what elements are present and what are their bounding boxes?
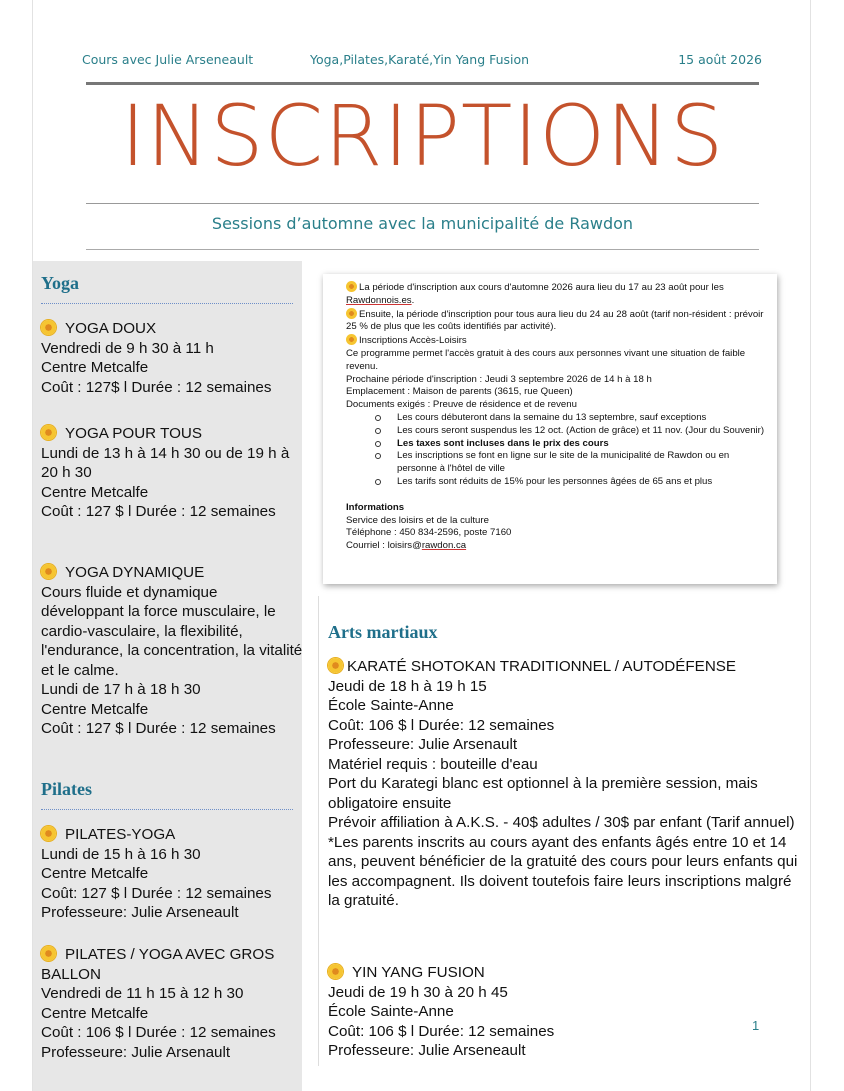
course-pilates-ballon bbox=[41, 945, 303, 1062]
course-line: Vendredi de 9 h 30 à 11 h bbox=[41, 339, 214, 357]
course-line: Professeure: Julie Arseneault bbox=[328, 1042, 526, 1059]
top-rule bbox=[86, 82, 759, 85]
list-item: Les tarifs sont réduits de 15% pour les personnes âgées de 65 ans et plus bbox=[397, 476, 771, 489]
info-paragraph: Emplacement : Maison de parents (3615, rue Queen) bbox=[346, 386, 573, 398]
course-line: Lundi de 17 h à 18 h 30 bbox=[41, 681, 201, 698]
course-title: YIN YANG FUSION bbox=[352, 964, 485, 981]
course-title: KARATÉ SHOTOKAN TRADITIONNEL / AUTODÉFENSE bbox=[347, 658, 737, 675]
course-line: Coût: 106 $ l Durée: 12 semaines bbox=[328, 716, 555, 734]
course-line: Lundi de 15 h à 16 h 30 bbox=[41, 845, 201, 863]
course-line: Professeure: Julie Arseneault bbox=[41, 904, 239, 921]
info-text: Courriel : loisirs@ bbox=[346, 540, 422, 552]
flower-icon bbox=[41, 425, 56, 440]
pilates-heading: Pilates bbox=[41, 779, 92, 799]
info-line: Téléphone : 450 834-2596, poste 7160 bbox=[346, 527, 512, 539]
course-line: Centre Metcalfe bbox=[41, 700, 149, 718]
course-line: Centre Metcalfe bbox=[41, 359, 149, 376]
page-edge bbox=[810, 0, 811, 1091]
course-line: École Sainte-Anne bbox=[328, 1003, 454, 1020]
info-paragraph bbox=[346, 308, 771, 335]
flower-icon bbox=[346, 334, 357, 345]
running-header bbox=[82, 52, 762, 70]
info-list bbox=[346, 412, 771, 489]
course-line: Centre Metcalfe bbox=[41, 1004, 149, 1022]
course-line: Prévoir affiliation à A.K.S. - 40$ adultes / 30$ par enfant (Tarif annuel) bbox=[328, 814, 795, 831]
info-line bbox=[346, 540, 771, 553]
title-rule bbox=[86, 203, 759, 204]
info-line: Service des loisirs et de la culture bbox=[346, 514, 489, 526]
list-item: Les cours débuteront dans la semaine du 13 septembre, sauf exceptions bbox=[397, 412, 771, 425]
martial-arts-heading: Arts martiaux bbox=[328, 622, 438, 642]
list-item: Les cours seront suspendus les 12 oct. (Action de grâce) et 11 nov. (Jour du Souvenir) bbox=[397, 425, 771, 438]
course-title: PILATES-YOGA bbox=[65, 826, 176, 843]
course-yoga-dynamique bbox=[41, 563, 303, 739]
info-text: Ensuite, la période d'inscription pour tous aura lieu du 24 au 28 août (tarif non-résident : prévoir 25 % de plus que les coûts identifiés par activité). bbox=[346, 308, 764, 333]
page-number: 1 bbox=[752, 1018, 760, 1033]
page-subtitle: Sessions d’automne avec la municipalité de Rawdon bbox=[211, 214, 634, 233]
course-line: Coût: 127 $ l Durée : 12 semaines bbox=[41, 884, 272, 902]
course-line: Professeure: Julie Arsenault bbox=[328, 736, 518, 753]
flower-icon bbox=[41, 564, 56, 579]
course-line: Matériel requis : bouteille d'eau bbox=[328, 755, 538, 773]
info-paragraph: Prochaine période d'inscription : Jeudi 3 septembre 2026 de 14 h à 18 h bbox=[346, 373, 652, 385]
list-item: Les taxes sont incluses dans le prix des cours bbox=[397, 438, 771, 451]
course-line: Port du Karategi blanc est optionnel à la première session, mais obligatoire ensuite bbox=[328, 775, 758, 812]
course-line: Vendredi de 11 h 15 à 12 h 30 bbox=[41, 985, 244, 1002]
flower-icon bbox=[346, 308, 357, 319]
course-title: YOGA DOUX bbox=[65, 320, 157, 337]
course-line: Coût: 106 $ l Durée: 12 semaines bbox=[328, 1022, 555, 1040]
flower-icon bbox=[41, 826, 56, 841]
header-disciplines: Yoga,Pilates,Karaté,Yin Yang Fusion bbox=[310, 52, 530, 67]
course-line: Jeudi de 19 h 30 à 20 h 45 bbox=[328, 983, 508, 1001]
info-paragraph bbox=[346, 334, 771, 348]
info-paragraph: Ce programme permet l'accès gratuit à des cours aux personnes vivant une situation de faible revenu. bbox=[346, 347, 746, 372]
course-line: Coût : 127 $ l Durée : 12 semaines bbox=[41, 720, 276, 737]
header-instructor: Cours avec Julie Arseneault bbox=[82, 52, 254, 67]
info-heading: Informations bbox=[346, 501, 405, 513]
subtitle-rule bbox=[86, 249, 759, 250]
dotted-divider bbox=[41, 809, 293, 810]
sidebar bbox=[33, 261, 302, 1091]
course-line: École Sainte-Anne bbox=[328, 697, 454, 714]
flower-icon bbox=[328, 964, 343, 979]
course-title: PILATES / YOGA AVEC GROS BALLON bbox=[41, 946, 275, 983]
flower-icon bbox=[41, 946, 56, 961]
list-item: Les inscriptions se font en ligne sur le site de la municipalité de Rawdon ou en personne à l'hôtel de ville bbox=[397, 450, 771, 476]
course-line: Jeudi de 18 h à 19 h 15 bbox=[328, 677, 487, 695]
course-yoga-pour-tous bbox=[41, 424, 303, 522]
flower-icon bbox=[328, 658, 343, 673]
course-line: Professeure: Julie Arsenault bbox=[41, 1043, 231, 1061]
course-line: Centre Metcalfe bbox=[41, 483, 149, 501]
email-link[interactable]: rawdon.ca bbox=[421, 540, 467, 552]
course-line: Cours fluide et dynamique développant la force musculaire, le cardio-vasculaire, la flexibilité, l'endurance, la concentration, la vitalité et le calme. bbox=[41, 583, 303, 679]
info-text: La période d'inscription aux cours d'automne 2026 aura lieu du 17 au 23 août pour les bbox=[359, 282, 724, 293]
info-paragraph bbox=[346, 281, 771, 308]
course-title: YOGA DYNAMIQUE bbox=[65, 564, 205, 581]
course-line: *Les parents inscrits au cours ayant des enfants âgés entre 10 et 14 ans, peuvent bénéficier de la gratuité des cours pour leurs enfants qui les accompagnent. Ils doivent toutefois faire leurs inscriptions malgré la gratuité. bbox=[328, 833, 798, 909]
course-line: Coût : 106 $ l Durée : 12 semaines bbox=[41, 1024, 276, 1041]
header-date: 15 août 2026 bbox=[678, 52, 762, 67]
flower-icon bbox=[41, 320, 56, 335]
course-line: Lundi de 13 h à 14 h 30 ou de 19 h à 20 h 30 bbox=[41, 444, 290, 481]
course-line: Coût : 127$ l Durée : 12 semaines bbox=[41, 378, 272, 396]
info-text: . bbox=[411, 294, 415, 306]
course-pilates-yoga bbox=[41, 825, 303, 923]
column-divider bbox=[318, 596, 319, 1066]
course-title: YOGA POUR TOUS bbox=[65, 425, 203, 442]
info-paragraph: Documents exigés : Preuve de résidence et de revenu bbox=[346, 399, 577, 411]
dotted-divider bbox=[41, 303, 293, 304]
info-text: Inscriptions Accès-Loisirs bbox=[359, 335, 467, 347]
yoga-heading: Yoga bbox=[41, 273, 80, 293]
course-line: Centre Metcalfe bbox=[41, 865, 149, 882]
page-title: INSCRIPTIONS bbox=[120, 87, 725, 185]
course-karate bbox=[328, 657, 798, 911]
course-line: Coût : 127 $ l Durée : 12 semaines bbox=[41, 503, 276, 520]
registration-info-box bbox=[323, 274, 777, 584]
course-yin-yang bbox=[328, 963, 798, 1061]
rawdonnois-link[interactable]: Rawdonnois.es bbox=[346, 294, 412, 306]
flower-icon bbox=[346, 281, 357, 292]
course-yoga-doux bbox=[41, 319, 303, 397]
